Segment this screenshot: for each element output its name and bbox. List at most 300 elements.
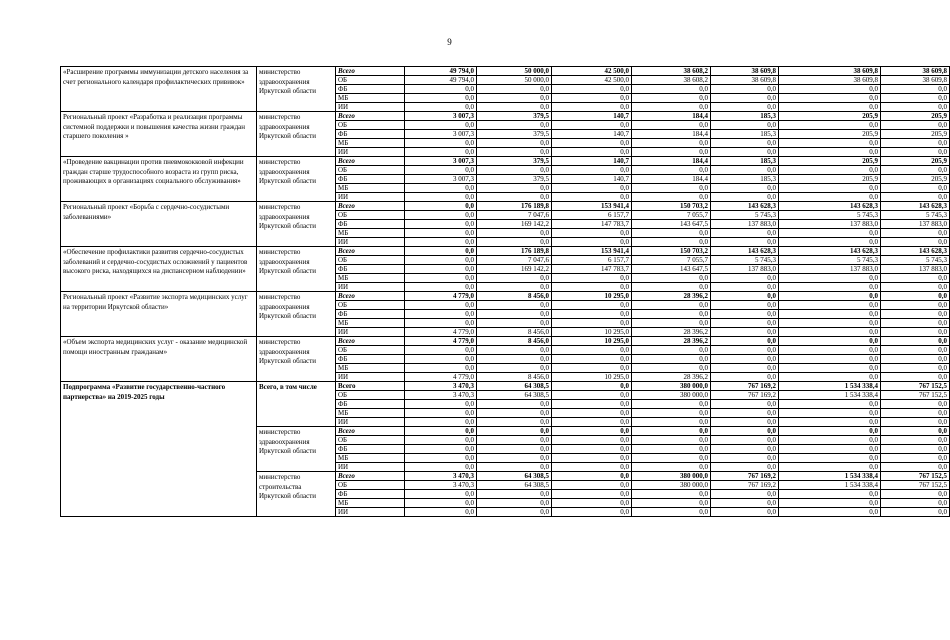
amount-cell: 0,0 xyxy=(552,103,632,112)
amount-cell: 380 000,0 xyxy=(632,382,711,391)
amount-cell: 0,0 xyxy=(881,310,950,319)
amount-cell: 0,0 xyxy=(405,247,477,256)
amount-cell: 0,0 xyxy=(881,427,950,436)
amount-cell: 0,0 xyxy=(711,508,779,517)
amount-cell: 5 745,3 xyxy=(881,211,950,220)
funding-source-cell: ОБ xyxy=(336,76,405,85)
amount-cell: 0,0 xyxy=(552,85,632,94)
amount-cell: 3 007,3 xyxy=(405,157,477,166)
budget-table xyxy=(60,66,950,517)
amount-cell: 0,0 xyxy=(552,310,632,319)
amount-cell: 0,0 xyxy=(711,337,779,346)
amount-cell: 0,0 xyxy=(552,148,632,157)
amount-cell: 0,0 xyxy=(881,229,950,238)
amount-cell: 0,0 xyxy=(881,121,950,130)
funding-source-cell: МБ xyxy=(336,409,405,418)
amount-cell: 380 000,0 xyxy=(632,391,711,400)
amount-cell: 0,0 xyxy=(477,436,552,445)
amount-cell: 7 055,7 xyxy=(632,256,711,265)
amount-cell: 0,0 xyxy=(711,310,779,319)
funding-source-cell: ОБ xyxy=(336,256,405,265)
amount-cell: 0,0 xyxy=(779,283,881,292)
amount-cell: 379,5 xyxy=(477,157,552,166)
amount-cell: 147 783,7 xyxy=(552,220,632,229)
executor-cell: министерство здравоохранения Иркутской области xyxy=(257,202,336,247)
amount-cell: 205,9 xyxy=(779,157,881,166)
executor-cell: министерство строительства Иркутской области xyxy=(257,472,336,517)
amount-cell: 0,0 xyxy=(632,103,711,112)
amount-cell: 10 295,0 xyxy=(552,373,632,382)
amount-cell: 0,0 xyxy=(881,193,950,202)
amount-cell: 7 055,7 xyxy=(632,211,711,220)
amount-cell: 0,0 xyxy=(405,85,477,94)
amount-cell: 64 308,5 xyxy=(477,382,552,391)
amount-cell: 0,0 xyxy=(632,490,711,499)
amount-cell: 0,0 xyxy=(632,139,711,148)
amount-cell: 767 169,2 xyxy=(711,382,779,391)
funding-source-cell: МБ xyxy=(336,139,405,148)
amount-cell: 1 534 338,4 xyxy=(779,391,881,400)
amount-cell: 0,0 xyxy=(779,301,881,310)
amount-cell: 0,0 xyxy=(477,301,552,310)
funding-source-cell: ФБ xyxy=(336,445,405,454)
funding-source-cell: Всего xyxy=(336,292,405,301)
amount-cell: 38 609,8 xyxy=(711,76,779,85)
amount-cell: 150 703,2 xyxy=(632,202,711,211)
funding-source-cell: ИИ xyxy=(336,148,405,157)
amount-cell: 0,0 xyxy=(552,121,632,130)
funding-source-cell: МБ xyxy=(336,454,405,463)
funding-source-cell: Всего xyxy=(336,112,405,121)
amount-cell: 0,0 xyxy=(632,193,711,202)
amount-cell: 143 628,3 xyxy=(881,202,950,211)
amount-cell: 0,0 xyxy=(632,454,711,463)
amount-cell: 0,0 xyxy=(552,283,632,292)
amount-cell: 0,0 xyxy=(405,202,477,211)
amount-cell: 184,4 xyxy=(632,130,711,139)
amount-cell: 0,0 xyxy=(477,427,552,436)
amount-cell: 0,0 xyxy=(552,454,632,463)
amount-cell: 0,0 xyxy=(881,103,950,112)
amount-cell: 0,0 xyxy=(477,103,552,112)
amount-cell: 0,0 xyxy=(881,364,950,373)
amount-cell: 0,0 xyxy=(711,355,779,364)
amount-cell: 143 628,3 xyxy=(779,202,881,211)
amount-cell: 49 794,0 xyxy=(405,67,477,76)
amount-cell: 42 500,0 xyxy=(552,67,632,76)
amount-cell: 0,0 xyxy=(477,346,552,355)
amount-cell: 0,0 xyxy=(881,499,950,508)
amount-cell: 0,0 xyxy=(552,400,632,409)
funding-source-cell: ИИ xyxy=(336,328,405,337)
amount-cell: 0,0 xyxy=(477,418,552,427)
event-name-cell: «Обеспечение профилактики развития сердечно-сосудистых заболеваний и сердечно-сосудистых осложнений у пациентов высокого риска, находящихся на диспансерном наблюдении» xyxy=(61,247,257,292)
amount-cell: 0,0 xyxy=(779,454,881,463)
amount-cell: 0,0 xyxy=(632,238,711,247)
amount-cell: 176 189,8 xyxy=(477,247,552,256)
amount-cell: 0,0 xyxy=(711,490,779,499)
amount-cell: 0,0 xyxy=(405,445,477,454)
amount-cell: 8 456,0 xyxy=(477,373,552,382)
table-row xyxy=(61,157,950,166)
amount-cell: 0,0 xyxy=(881,355,950,364)
amount-cell: 0,0 xyxy=(552,184,632,193)
amount-cell: 0,0 xyxy=(477,463,552,472)
amount-cell: 0,0 xyxy=(405,94,477,103)
amount-cell: 0,0 xyxy=(477,139,552,148)
amount-cell: 0,0 xyxy=(405,409,477,418)
amount-cell: 0,0 xyxy=(632,445,711,454)
funding-source-cell: МБ xyxy=(336,319,405,328)
amount-cell: 38 609,8 xyxy=(779,67,881,76)
amount-cell: 143 647,5 xyxy=(632,265,711,274)
amount-cell: 169 142,2 xyxy=(477,265,552,274)
amount-cell: 0,0 xyxy=(632,409,711,418)
amount-cell: 184,4 xyxy=(632,175,711,184)
amount-cell: 38 609,8 xyxy=(711,67,779,76)
amount-cell: 0,0 xyxy=(779,337,881,346)
amount-cell: 0,0 xyxy=(552,409,632,418)
amount-cell: 153 941,4 xyxy=(552,202,632,211)
amount-cell: 0,0 xyxy=(779,229,881,238)
amount-cell: 3 470,3 xyxy=(405,472,477,481)
amount-cell: 0,0 xyxy=(405,346,477,355)
amount-cell: 0,0 xyxy=(881,85,950,94)
amount-cell: 0,0 xyxy=(881,292,950,301)
amount-cell: 379,5 xyxy=(477,130,552,139)
amount-cell: 0,0 xyxy=(711,463,779,472)
funding-source-cell: МБ xyxy=(336,184,405,193)
funding-source-cell: Всего xyxy=(336,67,405,76)
amount-cell: 205,9 xyxy=(881,157,950,166)
amount-cell: 0,0 xyxy=(552,238,632,247)
amount-cell: 0,0 xyxy=(405,193,477,202)
amount-cell: 0,0 xyxy=(552,364,632,373)
amount-cell: 143 628,3 xyxy=(711,202,779,211)
amount-cell: 0,0 xyxy=(779,436,881,445)
amount-cell: 28 396,2 xyxy=(632,328,711,337)
amount-cell: 0,0 xyxy=(881,166,950,175)
table-row xyxy=(61,337,950,346)
amount-cell: 0,0 xyxy=(632,274,711,283)
amount-cell: 767 169,2 xyxy=(711,481,779,490)
executor-cell: министерство здравоохранения Иркутской области xyxy=(257,157,336,202)
amount-cell: 0,0 xyxy=(881,274,950,283)
funding-source-cell: ФБ xyxy=(336,490,405,499)
amount-cell: 0,0 xyxy=(779,274,881,283)
amount-cell: 0,0 xyxy=(405,310,477,319)
funding-source-cell: ИИ xyxy=(336,373,405,382)
amount-cell: 0,0 xyxy=(632,85,711,94)
amount-cell: 0,0 xyxy=(779,166,881,175)
funding-source-cell: Всего xyxy=(336,337,405,346)
funding-source-cell: МБ xyxy=(336,94,405,103)
amount-cell: 0,0 xyxy=(477,283,552,292)
amount-cell: 0,0 xyxy=(881,301,950,310)
amount-cell: 0,0 xyxy=(711,292,779,301)
amount-cell: 205,9 xyxy=(779,112,881,121)
amount-cell: 0,0 xyxy=(779,418,881,427)
amount-cell: 0,0 xyxy=(632,418,711,427)
table-row xyxy=(61,247,950,256)
amount-cell: 0,0 xyxy=(552,319,632,328)
amount-cell: 0,0 xyxy=(779,445,881,454)
amount-cell: 0,0 xyxy=(779,94,881,103)
funding-source-cell: ФБ xyxy=(336,265,405,274)
amount-cell: 0,0 xyxy=(711,319,779,328)
amount-cell: 50 000,0 xyxy=(477,67,552,76)
amount-cell: 0,0 xyxy=(477,400,552,409)
amount-cell: 184,4 xyxy=(632,157,711,166)
funding-source-cell: ОБ xyxy=(336,301,405,310)
funding-source-cell: ОБ xyxy=(336,166,405,175)
amount-cell: 147 783,7 xyxy=(552,265,632,274)
amount-cell: 185,3 xyxy=(711,175,779,184)
amount-cell: 0,0 xyxy=(405,283,477,292)
amount-cell: 0,0 xyxy=(881,319,950,328)
amount-cell: 0,0 xyxy=(881,445,950,454)
amount-cell: 0,0 xyxy=(711,373,779,382)
amount-cell: 0,0 xyxy=(632,400,711,409)
amount-cell: 185,3 xyxy=(711,157,779,166)
amount-cell: 0,0 xyxy=(711,301,779,310)
funding-source-cell: Всего xyxy=(336,202,405,211)
amount-cell: 137 883,0 xyxy=(881,220,950,229)
executor-cell: министерство здравоохранения Иркутской области xyxy=(257,112,336,157)
executor-cell: министерство здравоохранения Иркутской области xyxy=(257,292,336,337)
amount-cell: 0,0 xyxy=(711,274,779,283)
amount-cell: 38 608,2 xyxy=(632,67,711,76)
amount-cell: 0,0 xyxy=(632,148,711,157)
amount-cell: 143 628,3 xyxy=(881,247,950,256)
amount-cell: 0,0 xyxy=(552,481,632,490)
amount-cell: 143 628,3 xyxy=(779,247,881,256)
amount-cell: 205,9 xyxy=(881,130,950,139)
amount-cell: 205,9 xyxy=(881,112,950,121)
amount-cell: 0,0 xyxy=(552,472,632,481)
amount-cell: 767 152,5 xyxy=(881,472,950,481)
page-number: 9 xyxy=(447,37,452,47)
amount-cell: 140,7 xyxy=(552,175,632,184)
funding-source-cell: ФБ xyxy=(336,175,405,184)
amount-cell: 8 456,0 xyxy=(477,328,552,337)
amount-cell: 49 794,0 xyxy=(405,76,477,85)
amount-cell: 4 779,0 xyxy=(405,337,477,346)
amount-cell: 5 745,3 xyxy=(779,256,881,265)
amount-cell: 0,0 xyxy=(477,508,552,517)
amount-cell: 767 152,5 xyxy=(881,391,950,400)
amount-cell: 0,0 xyxy=(405,463,477,472)
amount-cell: 150 703,2 xyxy=(632,247,711,256)
amount-cell: 0,0 xyxy=(632,301,711,310)
event-name-cell: «Объем экспорта медицинских услуг - оказание медицинской помощи иностранным гражданам» xyxy=(61,337,257,382)
amount-cell: 0,0 xyxy=(711,454,779,463)
table-row xyxy=(61,112,950,121)
funding-source-cell: ИИ xyxy=(336,418,405,427)
amount-cell: 0,0 xyxy=(779,121,881,130)
amount-cell: 143 628,3 xyxy=(711,247,779,256)
amount-cell: 0,0 xyxy=(632,229,711,238)
amount-cell: 0,0 xyxy=(477,166,552,175)
table-row xyxy=(61,292,950,301)
amount-cell: 0,0 xyxy=(552,139,632,148)
amount-cell: 0,0 xyxy=(405,148,477,157)
amount-cell: 4 779,0 xyxy=(405,328,477,337)
amount-cell: 380 000,0 xyxy=(632,481,711,490)
funding-source-cell: ОБ xyxy=(336,211,405,220)
funding-source-cell: ФБ xyxy=(336,310,405,319)
funding-source-cell: МБ xyxy=(336,364,405,373)
funding-source-cell: ИИ xyxy=(336,238,405,247)
amount-cell: 0,0 xyxy=(477,310,552,319)
amount-cell: 0,0 xyxy=(779,319,881,328)
amount-cell: 10 295,0 xyxy=(552,328,632,337)
amount-cell: 0,0 xyxy=(779,103,881,112)
amount-cell: 0,0 xyxy=(632,283,711,292)
amount-cell: 0,0 xyxy=(632,427,711,436)
amount-cell: 0,0 xyxy=(477,454,552,463)
amount-cell: 0,0 xyxy=(405,238,477,247)
amount-cell: 0,0 xyxy=(632,364,711,373)
amount-cell: 0,0 xyxy=(711,148,779,157)
amount-cell: 0,0 xyxy=(711,418,779,427)
funding-source-cell: ОБ xyxy=(336,346,405,355)
amount-cell: 0,0 xyxy=(711,94,779,103)
amount-cell: 185,3 xyxy=(711,130,779,139)
amount-cell: 6 157,7 xyxy=(552,211,632,220)
executor-cell: министерство здравоохранения Иркутской области xyxy=(257,67,336,112)
funding-source-cell: МБ xyxy=(336,274,405,283)
amount-cell: 42 500,0 xyxy=(552,76,632,85)
amount-cell: 184,4 xyxy=(632,112,711,121)
amount-cell: 0,0 xyxy=(711,499,779,508)
amount-cell: 140,7 xyxy=(552,130,632,139)
amount-cell: 0,0 xyxy=(405,400,477,409)
funding-source-cell: ОБ xyxy=(336,436,405,445)
amount-cell: 0,0 xyxy=(552,418,632,427)
amount-cell: 4 779,0 xyxy=(405,292,477,301)
amount-cell: 0,0 xyxy=(405,490,477,499)
amount-cell: 0,0 xyxy=(477,193,552,202)
amount-cell: 38 608,2 xyxy=(632,76,711,85)
amount-cell: 0,0 xyxy=(881,490,950,499)
funding-source-cell: ОБ xyxy=(336,121,405,130)
amount-cell: 0,0 xyxy=(881,94,950,103)
amount-cell: 0,0 xyxy=(779,85,881,94)
table-row xyxy=(61,67,950,76)
amount-cell: 5 745,3 xyxy=(711,211,779,220)
event-name-cell: Региональный проект «Борьба с сердечно-сосудистыми заболеваниями» xyxy=(61,202,257,247)
amount-cell: 0,0 xyxy=(711,193,779,202)
amount-cell: 0,0 xyxy=(552,508,632,517)
amount-cell: 0,0 xyxy=(477,184,552,193)
amount-cell: 0,0 xyxy=(711,229,779,238)
amount-cell: 1 534 338,4 xyxy=(779,472,881,481)
amount-cell: 767 152,5 xyxy=(881,481,950,490)
amount-cell: 0,0 xyxy=(711,445,779,454)
amount-cell: 137 883,0 xyxy=(711,265,779,274)
amount-cell: 0,0 xyxy=(405,301,477,310)
amount-cell: 0,0 xyxy=(779,463,881,472)
amount-cell: 1 534 338,4 xyxy=(779,481,881,490)
amount-cell: 1 534 338,4 xyxy=(779,382,881,391)
table-row xyxy=(61,202,950,211)
amount-cell: 4 779,0 xyxy=(405,373,477,382)
amount-cell: 0,0 xyxy=(477,85,552,94)
amount-cell: 0,0 xyxy=(779,409,881,418)
amount-cell: 0,0 xyxy=(477,445,552,454)
funding-source-cell: Всего xyxy=(336,247,405,256)
amount-cell: 0,0 xyxy=(632,346,711,355)
amount-cell: 0,0 xyxy=(779,355,881,364)
amount-cell: 7 047,6 xyxy=(477,211,552,220)
amount-cell: 0,0 xyxy=(711,328,779,337)
amount-cell: 140,7 xyxy=(552,157,632,166)
amount-cell: 0,0 xyxy=(552,229,632,238)
amount-cell: 137 883,0 xyxy=(779,265,881,274)
funding-source-cell: ОБ xyxy=(336,391,405,400)
amount-cell: 0,0 xyxy=(881,463,950,472)
amount-cell: 169 142,2 xyxy=(477,220,552,229)
amount-cell: 0,0 xyxy=(711,409,779,418)
amount-cell: 0,0 xyxy=(405,184,477,193)
amount-cell: 0,0 xyxy=(405,508,477,517)
amount-cell: 0,0 xyxy=(405,256,477,265)
funding-source-cell: Всего xyxy=(336,382,405,391)
funding-source-cell: ОБ xyxy=(336,481,405,490)
amount-cell: 0,0 xyxy=(881,346,950,355)
amount-cell: 0,0 xyxy=(405,166,477,175)
amount-cell: 0,0 xyxy=(477,409,552,418)
amount-cell: 0,0 xyxy=(552,166,632,175)
amount-cell: 0,0 xyxy=(632,499,711,508)
executor-cell: министерство здравоохранения Иркутской области xyxy=(257,427,336,472)
amount-cell: 0,0 xyxy=(477,148,552,157)
amount-cell: 0,0 xyxy=(779,346,881,355)
amount-cell: 137 883,0 xyxy=(881,265,950,274)
amount-cell: 8 456,0 xyxy=(477,337,552,346)
amount-cell: 0,0 xyxy=(779,193,881,202)
funding-source-cell: ФБ xyxy=(336,400,405,409)
amount-cell: 3 007,3 xyxy=(405,112,477,121)
amount-cell: 379,5 xyxy=(477,175,552,184)
amount-cell: 0,0 xyxy=(552,193,632,202)
amount-cell: 767 169,2 xyxy=(711,391,779,400)
executor-cell: министерство здравоохранения Иркутской области xyxy=(257,247,336,292)
amount-cell: 0,0 xyxy=(881,409,950,418)
amount-cell: 0,0 xyxy=(477,319,552,328)
amount-cell: 137 883,0 xyxy=(711,220,779,229)
amount-cell: 0,0 xyxy=(405,229,477,238)
amount-cell: 0,0 xyxy=(477,499,552,508)
funding-source-cell: ФБ xyxy=(336,85,405,94)
amount-cell: 0,0 xyxy=(552,427,632,436)
amount-cell: 5 745,3 xyxy=(779,211,881,220)
amount-cell: 3 470,3 xyxy=(405,382,477,391)
amount-cell: 0,0 xyxy=(405,436,477,445)
amount-cell: 0,0 xyxy=(779,148,881,157)
amount-cell: 3 007,3 xyxy=(405,175,477,184)
amount-cell: 5 745,3 xyxy=(711,256,779,265)
amount-cell: 0,0 xyxy=(477,238,552,247)
amount-cell: 0,0 xyxy=(632,463,711,472)
amount-cell: 0,0 xyxy=(405,319,477,328)
amount-cell: 0,0 xyxy=(632,121,711,130)
funding-source-cell: Всего xyxy=(336,472,405,481)
amount-cell: 0,0 xyxy=(711,103,779,112)
amount-cell: 0,0 xyxy=(711,139,779,148)
amount-cell: 0,0 xyxy=(779,508,881,517)
